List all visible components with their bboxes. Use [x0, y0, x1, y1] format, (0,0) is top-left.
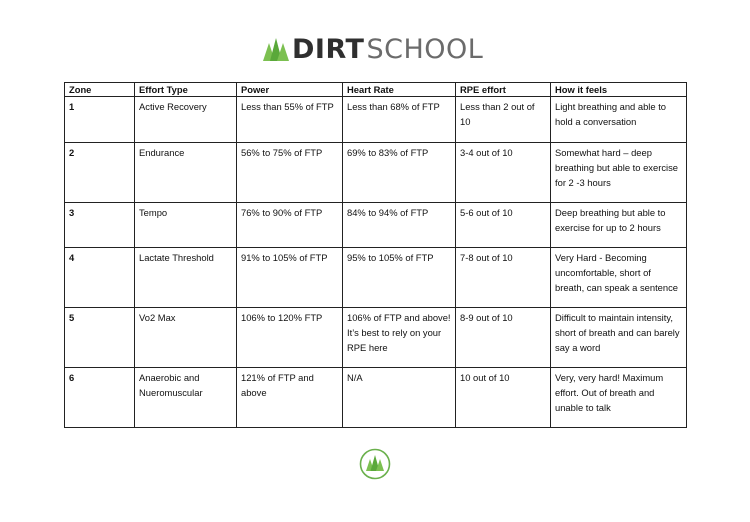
cell-rpe: 10 out of 10: [456, 368, 551, 428]
header-power: Power: [237, 83, 343, 97]
cell-how-it-feels: Somewhat hard – deep breathing but able to exercise for 2 -3 hours: [551, 143, 687, 203]
cell-zone: 6: [65, 368, 135, 428]
cell-heart-rate: 95% to 105% of FTP: [343, 248, 456, 308]
cell-power: 91% to 105% of FTP: [237, 248, 343, 308]
cell-power: 76% to 90% of FTP: [237, 203, 343, 248]
cell-zone: 5: [65, 308, 135, 368]
header-heart-rate: Heart Rate: [343, 83, 456, 97]
cell-how-it-feels: Deep breathing but able to exercise for up to 2 hours: [551, 203, 687, 248]
cell-rpe: Less than 2 out of 10: [456, 97, 551, 143]
cell-power: 121% of FTP and above: [237, 368, 343, 428]
table-row: [65, 97, 687, 143]
logo-word-school: SCHOOL: [366, 34, 484, 65]
table-header-row: [65, 83, 687, 97]
table-row: [65, 248, 687, 308]
cell-effort-type: Active Recovery: [135, 97, 237, 143]
cell-heart-rate: N/A: [343, 368, 456, 428]
cell-rpe: 3-4 out of 10: [456, 143, 551, 203]
cell-rpe: 7-8 out of 10: [456, 248, 551, 308]
cell-zone: 1: [65, 97, 135, 143]
cell-effort-type: Endurance: [135, 143, 237, 203]
header-how-it-feels: How it feels: [551, 83, 687, 97]
cell-how-it-feels: Light breathing and able to hold a conversation: [551, 97, 687, 143]
header-zone: Zone: [65, 83, 135, 97]
cell-heart-rate: 69% to 83% of FTP: [343, 143, 456, 203]
table-row: [65, 368, 687, 428]
cell-how-it-feels: Very, very hard! Maximum effort. Out of breath and unable to talk: [551, 368, 687, 428]
table-row: [65, 308, 687, 368]
cell-effort-type: Anaerobic and Nueromuscular: [135, 368, 237, 428]
cell-power: 56% to 75% of FTP: [237, 143, 343, 203]
cell-heart-rate: Less than 68% of FTP: [343, 97, 456, 143]
training-zones-table: [64, 82, 687, 428]
header-effort-type: Effort Type: [135, 83, 237, 97]
cell-heart-rate: 106% of FTP and above! It’s best to rely on your RPE here: [343, 308, 456, 368]
cell-how-it-feels: Very Hard - Becoming uncomfortable, short of breath, can speak a sentence: [551, 248, 687, 308]
table-row: [65, 143, 687, 203]
cell-rpe: 8-9 out of 10: [456, 308, 551, 368]
table-row: [65, 203, 687, 248]
cell-heart-rate: 84% to 94% of FTP: [343, 203, 456, 248]
cell-effort-type: Vo2 Max: [135, 308, 237, 368]
cell-zone: 4: [65, 248, 135, 308]
cell-effort-type: Tempo: [135, 203, 237, 248]
cell-power: 106% to 120% FTP: [237, 308, 343, 368]
cell-zone: 3: [65, 203, 135, 248]
circle-tree-badge-icon: [359, 448, 391, 480]
header-rpe-effort: RPE effort: [456, 83, 551, 97]
cell-how-it-feels: Difficult to maintain intensity, short of breath and can barely say a word: [551, 308, 687, 368]
cell-effort-type: Lactate Threshold: [135, 248, 237, 308]
logo-word-dirt: DIRT: [292, 34, 365, 65]
cell-zone: 2: [65, 143, 135, 203]
cell-power: Less than 55% of FTP: [237, 97, 343, 143]
dirtschool-logo: [262, 36, 483, 63]
footer-badge: [359, 448, 391, 485]
triple-tree-icon: [262, 38, 290, 62]
cell-rpe: 5-6 out of 10: [456, 203, 551, 248]
